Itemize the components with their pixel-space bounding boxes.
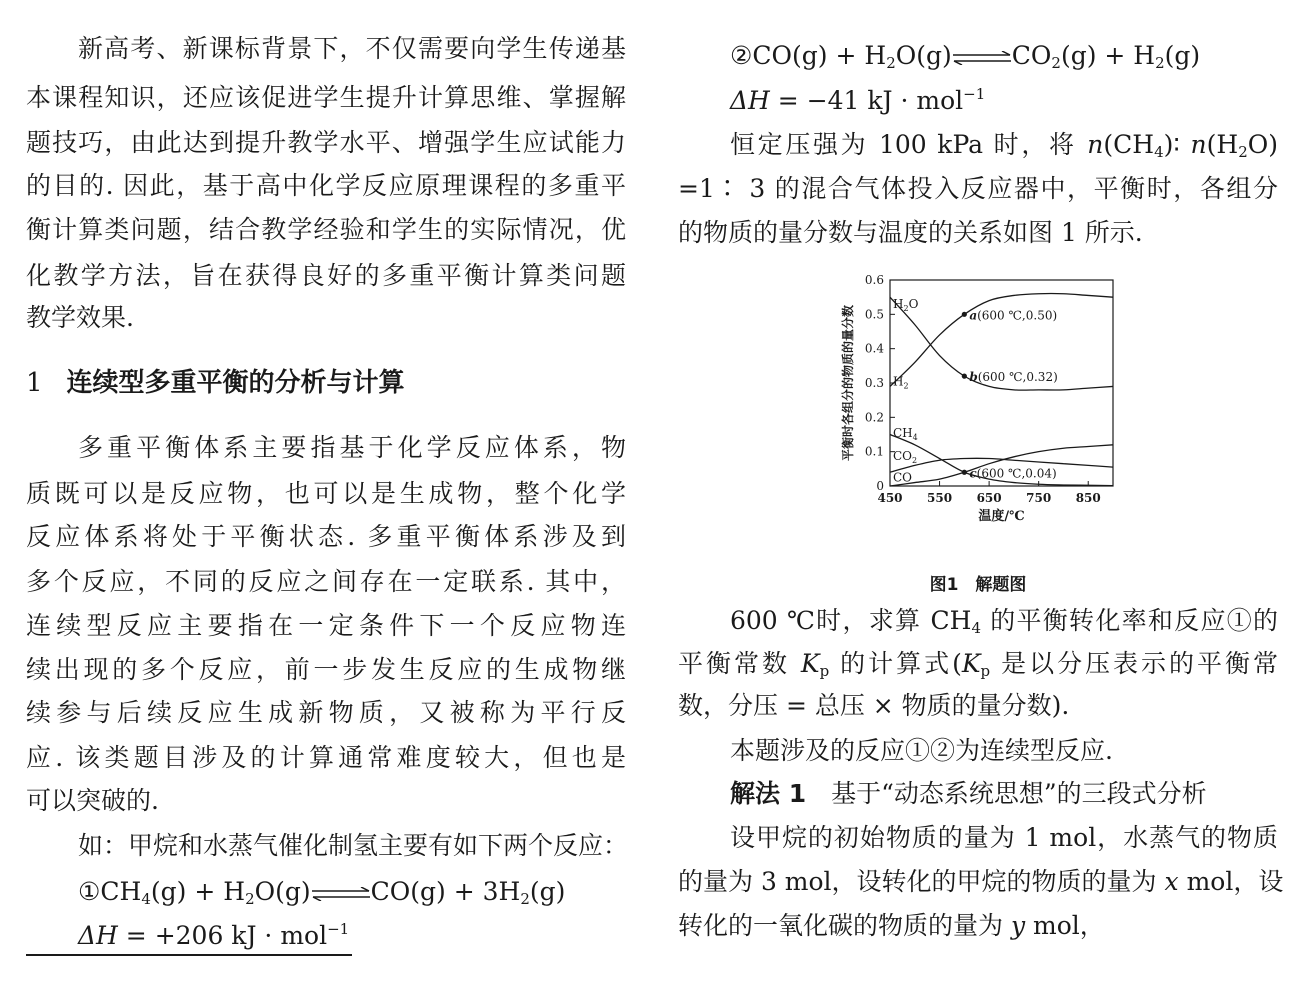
series-label: $CH_4$ xyxy=(893,425,918,442)
x-tick-label: 550 xyxy=(927,491,953,505)
para1-line: 题技巧，由此达到提升教学水平、增强学生应试能力 xyxy=(26,128,626,157)
para4-line: 恒定压强为 100 kPa 时，将 $n(CH_4)∶$ $n(H_2O)$ xyxy=(730,130,1278,161)
equilibrium-chart xyxy=(828,270,1128,540)
point-b xyxy=(962,374,967,379)
para2-line: 应. 该类题目涉及的计算通常难度较大，但也是 xyxy=(26,743,626,772)
equilibrium-arrow-icon xyxy=(952,51,1012,65)
y-tick-label: 0.4 xyxy=(864,341,884,356)
para2-line: 多重平衡体系主要指基于化学反应体系，物 xyxy=(78,433,626,462)
series-label: $CO_2$ xyxy=(893,448,918,465)
series-label: $H_2O$ xyxy=(893,297,919,314)
para4-line: 的物质的量分数与温度的关系如图 1 所示. xyxy=(678,218,1143,247)
series-label: $H_2$ xyxy=(893,374,909,391)
para1-line: 教学效果. xyxy=(26,303,134,332)
annotation-c: c(600 ℃,0.04) xyxy=(969,466,1057,481)
para2-line: 质既可以是反应物，也可以是生成物，整个化学 xyxy=(26,479,626,508)
para8-line: 设甲烷的初始物质的量为 1 mol，水蒸气的物质 xyxy=(730,823,1278,852)
y-tick-label: 0.3 xyxy=(864,376,884,390)
para8-line: 转化的一氧化碳的物质的量为 y mol， xyxy=(678,911,1105,940)
para1-line: 本课程知识，还应该促进学生提升计算思维、掌握解 xyxy=(26,83,626,112)
para1-line: 衡计算类问题，结合教学经验和学生的实际情况，优 xyxy=(26,215,626,244)
y-tick-label: 0 xyxy=(876,479,884,493)
para2-line: 连续型反应主要指在一定条件下一个反应物连 xyxy=(26,611,626,640)
equation-1: $①CH_4(g) + H_2O(g) CO(g) + 3H_2(g)$ xyxy=(78,877,566,908)
x-tick-label: 850 xyxy=(1075,491,1101,505)
y-tick-label: 0.5 xyxy=(864,307,884,322)
section-heading xyxy=(26,365,626,401)
para2-line: 续参与后续反应生成新物质，又被称为平行反 xyxy=(26,698,626,727)
annotation-b: b(600 ℃,0.32) xyxy=(969,370,1058,385)
para5-line: 600 ℃时，求算 $CH_4$ 的平衡转化率和反应①的 xyxy=(730,606,1278,637)
method-heading: 解法 1 基于“动态系统思想”的三段式分析 xyxy=(730,779,1207,808)
para5-line: 平衡常数 $K_p$ 的计算式($K_p$ 是以分压表示的平衡常 xyxy=(678,649,1279,680)
x-tick-label: 450 xyxy=(877,491,903,505)
section-number: 1 xyxy=(26,368,43,398)
y-tick-label: 0.6 xyxy=(864,273,884,287)
equation-2: ②CO(g) + $H_2O(g) CO_2(g) + H_2(g)$ xyxy=(730,41,1201,72)
para4-line: =1∶ 3 的混合气体投入反应器中，平衡时，各组分 xyxy=(678,174,1278,203)
para3-line: 如：甲烷和水蒸气催化制氢主要有如下两个反应： xyxy=(78,831,629,860)
para1-line: 新高考、新课标背景下，不仅需要向学生传递基 xyxy=(78,34,626,63)
point-a xyxy=(962,312,967,317)
figure-caption: 图1 解题图 xyxy=(929,575,1027,595)
para5-line: 数，分压 = 总压 × 物质的量分数). xyxy=(678,691,1070,720)
para2-line: 续出现的多个反应，前一步发生反应的生成物继 xyxy=(26,655,626,684)
para6-line: 本题涉及的反应①②为连续型反应. xyxy=(730,736,1113,765)
enthalpy-2: ΔH = −41 kJ · mol$^{-1}$ xyxy=(730,85,986,115)
series-label: CO xyxy=(893,470,913,485)
point-c xyxy=(962,470,967,475)
x-axis-label: 温度/℃ xyxy=(978,509,1025,524)
enthalpy-1: ΔH = +206 kJ · mol$^{-1}$ xyxy=(78,920,350,950)
x-tick-label: 750 xyxy=(1026,491,1052,505)
y-axis-label: 平衡时各组分的物质的量分数 xyxy=(841,304,855,462)
y-tick-label: 0.2 xyxy=(864,410,884,425)
y-tick-label: 0.1 xyxy=(864,444,884,459)
section-title: 连续型多重平衡的分析与计算 xyxy=(66,368,405,398)
equilibrium-arrow-icon xyxy=(311,887,371,901)
footnote-rule xyxy=(26,954,352,956)
para1-line: 的目的. 因此，基于高中化学反应原理课程的多重平 xyxy=(26,171,626,200)
para2-line: 多个反应，不同的反应之间存在一定联系. 其中， xyxy=(26,567,626,596)
para1-line: 化教学方法，旨在获得良好的多重平衡计算类问题 xyxy=(26,261,626,290)
para8-line: 的量为 3 mol，设转化的甲烷的物质的量为 x mol，设 xyxy=(678,867,1284,896)
x-tick-label: 650 xyxy=(976,491,1002,505)
para2-line: 反应体系将处于平衡状态. 多重平衡体系涉及到 xyxy=(26,522,626,551)
para2-line: 可以突破的. xyxy=(26,786,159,815)
annotation-a: a(600 ℃,0.50) xyxy=(969,308,1058,323)
